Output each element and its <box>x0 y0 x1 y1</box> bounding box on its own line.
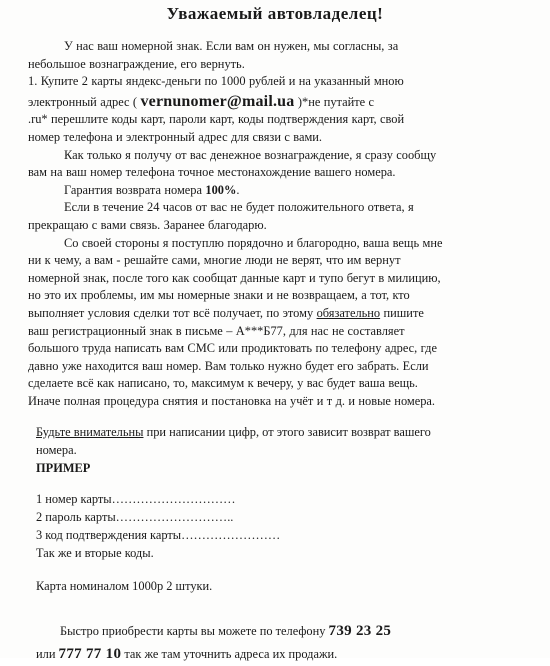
phone-number-1: 739 23 25 <box>328 623 392 640</box>
intro-line-2: небольшое вознаграждение, его вернуть. <box>28 56 245 71</box>
nodeal-line-1: Если в течение 24 часов от вас не будет положительного ответа, я <box>64 200 414 215</box>
paragraph-line-1: Со своей стороны я поступлю порядочно и благородно, ваша вещь мне <box>64 235 443 250</box>
buy-line-2-text: так же там уточнить адреса их продажи. <box>121 647 338 662</box>
email-suffix: )*не путайте с <box>294 94 375 109</box>
guarantee-text: Гарантия возврата номера <box>64 182 206 197</box>
buy-or: или <box>36 647 59 662</box>
promise-line-1: Как только я получу от вас денежное вознаграждение, я сразу сообщу <box>64 147 437 162</box>
phone-number-2: 777 77 10 <box>58 646 122 663</box>
card-note: Карта номиналом 1000р 2 штуки. <box>36 578 213 593</box>
example-list <box>36 490 516 562</box>
step1-email-line <box>28 93 524 112</box>
underlined-obligatory: обязательно <box>316 305 381 320</box>
guarantee-end: . <box>236 182 240 197</box>
step1-line-4: номер телефона и электронный адрес для связи с вами. <box>28 129 323 144</box>
example-item-1: 1 номер карты………………………… <box>36 491 236 506</box>
paragraph-line-4: но это их проблемы, им мы номерные знаки и не возвращаем, а тот, кто <box>28 288 410 303</box>
example-item-2: 2 пароль карты……………………….. <box>36 509 234 524</box>
example-heading: ПРИМЕР <box>36 461 91 476</box>
paragraph-line-5 <box>28 305 524 323</box>
paragraph-line-5-a: выполняет условия сделки тот всё получает, по этому <box>28 305 317 320</box>
paragraph-line-9: сделаете всё как написано, то, максимум к вечеру, у вас будет ваша вещь. <box>28 376 418 391</box>
paragraph-line-8: давно уже находится ваш номер. Вам только нужно будет его забрать. Если <box>28 358 429 373</box>
paragraph-line-7: большого труда написать вам СМС или продиктовать по телефону адрес, где <box>28 341 437 356</box>
letter-body <box>28 38 524 410</box>
step1-line-3: .ru* перешлите коды карт, пароли карт, коды подтверждения карт, свой <box>28 112 405 127</box>
attention-rest: при написании цифр, от этого зависит возврат вашего <box>143 425 431 439</box>
buy-line-2 <box>36 643 516 666</box>
email-address: vernunomer@mail.ua <box>140 92 295 110</box>
email-prefix: электронный адрес ( <box>28 94 141 109</box>
guarantee-line <box>28 182 524 200</box>
paragraph-line-6: ваш регистрационный знак в письме – А***Б77, для нас не составляет <box>28 323 405 338</box>
guarantee-value: 100% <box>205 182 237 197</box>
buy-text: Быстро приобрести карты вы можете по телефону <box>60 624 329 639</box>
letter-title: Уважаемый автовладелец! <box>166 4 384 23</box>
nodeal-line-2: прекращаю с вами связь. Заранее благодарю. <box>28 217 267 232</box>
example-item-4: Так же и вторые коды. <box>36 545 154 560</box>
buy-info <box>36 620 516 666</box>
attention-line-1 <box>36 424 516 442</box>
paragraph-line-10: Иначе полная процедура снятия и постановка на учёт и т д. и новые номера. <box>28 393 436 408</box>
step1-line-1: 1. Купите 2 карты яндекс-деньги по 1000 рублей и на указанный мною <box>28 74 404 89</box>
promise-line-2: вам на ваш номер телефона точное местонахождение вашего номера. <box>28 165 396 180</box>
attention-underlined: Будьте внимательны <box>36 425 144 439</box>
paragraph-line-5-b: пишите <box>380 305 424 320</box>
example-item-3: 3 код подтверждения карты…………………… <box>36 527 281 542</box>
intro-line-1: У нас ваш номерной знак. Если вам он нужен, мы согласны, за <box>64 39 399 53</box>
buy-line-1 <box>36 620 516 643</box>
paragraph-line-3: номерной знак, после того как сообщат данные карт и тупо бегут в милицию, <box>28 270 441 285</box>
instructions-block <box>36 424 516 666</box>
attention-line-2: номера. <box>36 442 77 457</box>
paragraph-line-2: ни к чему, а вам - решайте сами, многие люди не верят, что им вернут <box>28 253 401 268</box>
